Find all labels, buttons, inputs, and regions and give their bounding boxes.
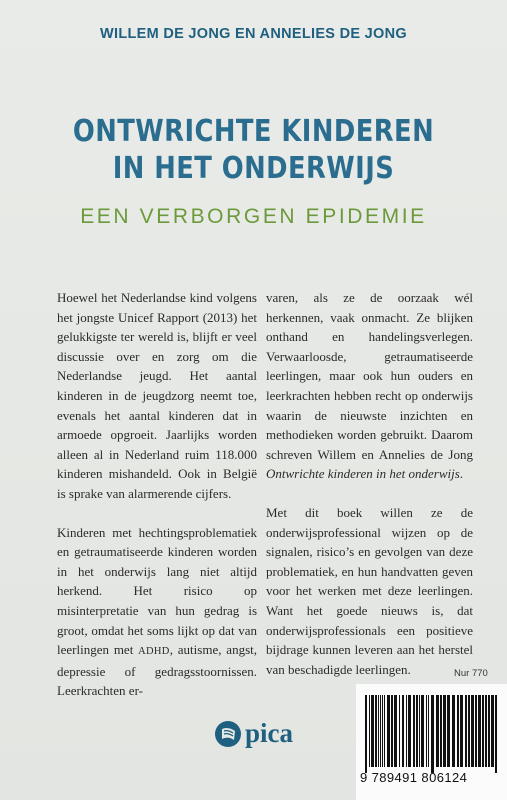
- barcode-bar: [488, 695, 490, 767]
- blurb-text: , autisme, angst, depressie of gedragsstoornissen. Leerkrachten er-: [57, 642, 257, 699]
- barcode-bar: [495, 695, 497, 773]
- barcode-bar: [399, 695, 400, 767]
- barcode-bar: [369, 695, 370, 767]
- barcode-bar: [380, 695, 381, 767]
- barcode-bar: [431, 695, 434, 773]
- barcode-bar: [436, 695, 439, 767]
- book-subtitle: EEN VERBORGEN EPIDEMIE: [80, 205, 427, 228]
- barcode-bar: [413, 695, 415, 767]
- pica-logo-icon: [214, 720, 242, 748]
- blurb-paragraph: Met dit boek willen ze de onderwijsprofessional wijzen op de signalen, risico’s en gevolgen van deze problematiek, en hun handvatten geven voor het werken met deze leerlingen. Want het goede nieuws is, dat onderwijsprofessionals een positieve bijdrage kunnen leveren aan het herstel van beschadigde leerlingen.: [266, 504, 473, 677]
- barcode-bar: [440, 695, 442, 767]
- barcode-bar: [371, 695, 374, 767]
- barcode-bar: [482, 695, 484, 767]
- authors: WILLEM DE JONG EN ANNELIES DE JONG: [100, 26, 407, 42]
- barcode-bar: [402, 695, 404, 767]
- blurb-paragraph: [57, 523, 257, 701]
- blurb-text: Kinderen met hechtingsproblematiek en getraumatiseerde kinderen worden in het onderwijs lang niet altijd herkend. Het risico op misinterpretatie van hun gedrag is groot, omdat het soms lijkt op dat van leerlingen met: [57, 524, 257, 658]
- barcode-bar: [475, 695, 477, 767]
- barcode-bar: [471, 695, 474, 767]
- adhd-abbreviation: ADHD: [138, 646, 170, 658]
- barcode-bar: [491, 695, 494, 767]
- barcode-bar: [416, 695, 418, 767]
- blurb-paragraph: Hoewel het Nederlandse kind volgens het jongste Unicef Rapport (2013) het gelukkigste ter wereld is, blijft er veel discussie over en zorg om die Nederlandse jeugd. Het aantal kinderen in de jeugdzorg neemt toe, evenals het aantal kinderen dat in armoede opgroeit. Jaarlijks worden alleen al in Nederland ruim 118.000 kinderen mishandeld. Ook in België is sprake van alarmerende cijfers.: [57, 290, 257, 501]
- barcode-bar: [465, 695, 467, 767]
- blurb-text: .: [459, 466, 464, 482]
- barcode-bar: [387, 695, 390, 767]
- blurb-left-column: [57, 288, 257, 701]
- barcode-bar: [460, 695, 463, 767]
- barcode-bar: [485, 695, 487, 767]
- isbn-number: 9 789491 806124: [360, 770, 468, 785]
- nur-code: Nur 770: [454, 668, 488, 679]
- barcode-bar: [384, 695, 385, 767]
- barcode-bar: [468, 695, 470, 767]
- barcode-bar: [408, 695, 411, 767]
- barcode-bar: [378, 695, 379, 767]
- blurb-text: varen, als ze de oorzaak wél herkennen, vaak onmacht. Ze blijken onthand en handelingsverlegen. Verwaarloosde, getraumatiseerde leerlingen, maar ook hun ouders en leerkrachten hebben recht op onderwijs waarin de nieuwste inzichten en methodieken worden gebruikt. Daarom schreven Willem en Annelies de Jong: [266, 290, 473, 462]
- barcode-bar: [382, 695, 383, 767]
- barcode-bar: [394, 695, 397, 767]
- barcode-bar: [421, 695, 424, 767]
- title-line-1: ONTWRICHTE KINDEREN: [72, 114, 435, 149]
- barcode-bar: [457, 695, 459, 767]
- barcode-bar: [452, 695, 455, 767]
- barcode-bar: [391, 695, 393, 767]
- barcode-bar: [406, 695, 407, 767]
- blurb-paragraph: [266, 288, 473, 484]
- book-title: [35, 113, 471, 187]
- blurb-right-column: [266, 288, 473, 679]
- publisher-name: pica: [245, 718, 294, 748]
- barcode-bars: [365, 695, 499, 773]
- barcode-bar: [443, 695, 446, 767]
- publisher-logo: [214, 718, 293, 749]
- barcode-bar: [375, 695, 377, 767]
- barcode: [356, 684, 507, 800]
- book-title-italic: Ontwrichte kinderen in het onderwijs: [266, 466, 460, 482]
- title-line-2: IN HET ONDERWIJS: [112, 151, 395, 186]
- barcode-bar: [447, 695, 450, 767]
- barcode-bar: [365, 695, 367, 773]
- barcode-bar: [478, 695, 481, 767]
- barcode-bar: [419, 695, 420, 767]
- barcode-bar: [428, 695, 429, 767]
- barcode-bar: [426, 695, 427, 767]
